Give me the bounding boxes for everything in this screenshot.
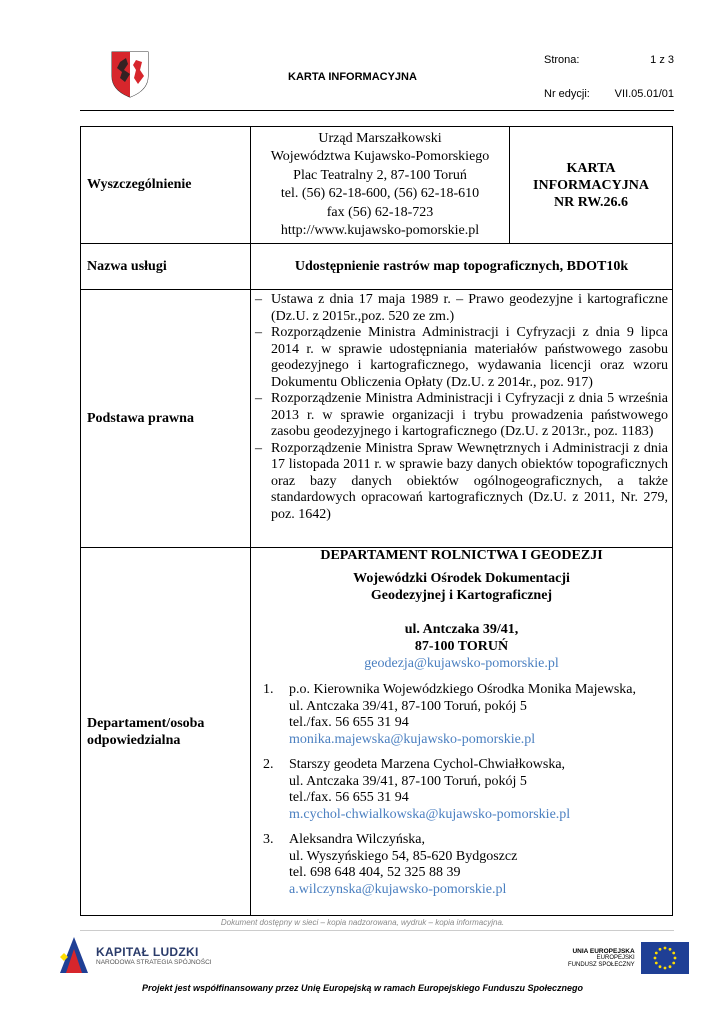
contact-line: ul. Antczaka 39/41, 87-100 Toruń, pokój 5 xyxy=(289,773,527,789)
project-note: Projekt jest współfinansowany przez Unię Europejską w ramach Europejskiego Funduszu Społecznego xyxy=(141,983,584,993)
address-line: ul. Antczaka 39/41, xyxy=(404,622,519,637)
office-line: fax (56) 62-18-723 xyxy=(326,204,434,220)
contact-line: ul. Antczaka 39/41, 87-100 Toruń, pokój 5 xyxy=(289,698,527,714)
contact-number: 2. xyxy=(263,757,274,772)
unit-email-link[interactable]: geodezja@kujawsko-pomorskie.pl xyxy=(364,656,559,671)
office-line: Plac Teatralny 2, 87-100 Toruń xyxy=(293,167,467,183)
unit-line: Geodezyjnej i Kartograficznej xyxy=(370,588,553,603)
office-line: Województwa Kujawsko-Pomorskiego xyxy=(270,149,490,164)
footer-note: Dokument dostępny w sieci – kopia nadzorowana, wydruk – kopia informacyjna. xyxy=(220,918,505,927)
page-value: 1 z 3 xyxy=(650,54,674,66)
legal-basis xyxy=(251,290,673,548)
office-address xyxy=(251,127,510,244)
contact-email-link[interactable]: m.cychol-chwialkowska@kujawsko-pomorskie.pl xyxy=(289,806,571,822)
document-title: KARTA INFORMACYJNA xyxy=(288,71,417,83)
table-row xyxy=(81,548,673,916)
table-row xyxy=(81,290,673,548)
row-label: Nazwa usługi xyxy=(81,244,251,290)
footer-divider xyxy=(80,930,674,931)
list-item: – Rozporządzenie Ministra Administracji i Cyfryzacji z dnia 9 lipca 2014 r. w sprawie udostępniania materiałów państwowego zasobu geodezyjnego i kartograficznego, wydawania licencji oraz wzoru Dokumentu Obliczenia Opłaty (Dz.U. z 2014r., poz. 917) xyxy=(255,325,668,391)
eu-flag-icon xyxy=(641,942,689,974)
contact-email-link[interactable]: a.wilczynska@kujawsko-pomorskie.pl xyxy=(289,881,507,897)
contact-number: 1. xyxy=(263,682,274,697)
service-name: Udostępnienie rastrów map topograficznych, BDOT10k xyxy=(251,244,673,290)
kl-subtitle: NARODOWA STRATEGIA SPÓJNOŚCI xyxy=(96,958,212,966)
contact-number: 3. xyxy=(263,832,274,847)
contact-line: p.o. Kierownika Wojewódzkiego Ośrodka Monika Majewska, xyxy=(289,682,636,697)
contact-item xyxy=(257,757,672,823)
address-line: 87-100 TORUŃ xyxy=(414,639,509,654)
row-label: Wyszczególnienie xyxy=(81,127,251,244)
kapital-ludzki-logo xyxy=(58,935,212,975)
list-item: – Rozporządzenie Ministra Spraw Wewnętrznych i Administracji z dnia 17 listopada 2011 r. w sprawie bazy danych obiektów topograficznych oraz bazy danych obiektów ogólnogeograficznych, a także standardowych opracowań kartograficznych (Dz.U. z 2011, Nr. 279, poz. 1642) xyxy=(255,441,668,524)
eu-line: EUROPEJSKI xyxy=(596,954,635,961)
contact-line: Starszy geodeta Marzena Cychol-Chwiałkowska, xyxy=(289,757,566,772)
unit-name xyxy=(251,570,672,604)
card-line: INFORMACYJNA xyxy=(533,177,649,193)
list-item: – Rozporządzenie Ministra Administracji i Cyfryzacji z dnia 5 września 2013 r. w sprawie organizacji i trybu prowadzenia państwowego zasobu geodezyjnego i kartograficznego (Dz.U. z 2013r., poz. 1183) xyxy=(255,391,668,441)
edition-label: Nr edycji: xyxy=(544,88,590,100)
edition-value: VII.05.01/01 xyxy=(614,88,674,100)
card-line: NR RW.26.6 xyxy=(553,194,629,210)
contact-line: tel./fax. 56 655 31 94 xyxy=(289,790,409,805)
office-line: Urząd Marszałkowski xyxy=(318,130,442,146)
unit-line: Wojewódzki Ośrodek Dokumentacji xyxy=(353,571,570,586)
label-line: Departament/osoba xyxy=(87,715,205,731)
unit-address xyxy=(251,621,672,655)
legal-list xyxy=(251,292,672,523)
eu-line: FUNDUSZ SPOŁECZNY xyxy=(568,961,635,968)
eu-logo xyxy=(568,942,689,974)
info-table xyxy=(80,126,673,916)
table-row xyxy=(81,244,673,290)
kl-title: KAPITAŁ LUDZKI xyxy=(96,944,199,959)
row-label: Podstawa prawna xyxy=(81,290,251,548)
label-line: odpowiedzialna xyxy=(87,732,181,748)
responsible-department xyxy=(251,548,673,916)
office-line: tel. (56) 62-18-600, (56) 62-18-610 xyxy=(280,186,480,201)
contact-item xyxy=(257,832,672,898)
contact-line: Aleksandra Wilczyńska, xyxy=(289,832,426,847)
contact-line: tel./fax. 56 655 31 94 xyxy=(289,715,409,730)
contact-line: tel. 698 648 404, 52 325 88 39 xyxy=(289,865,461,880)
contact-line: ul. Wyszyńskiego 54, 85-620 Bydgoszcz xyxy=(289,848,518,864)
card-line: KARTA xyxy=(566,160,616,176)
office-website[interactable]: http://www.kujawsko-pomorskie.pl xyxy=(280,223,480,238)
crest-logo xyxy=(108,48,152,98)
page-label: Strona: xyxy=(544,54,580,66)
page-info xyxy=(544,54,674,102)
contact-email-link[interactable]: monika.majewska@kujawsko-pomorskie.pl xyxy=(289,731,536,747)
row-label xyxy=(81,548,251,916)
header-divider xyxy=(80,110,674,111)
eu-title: UNIA EUROPEJSKA xyxy=(572,947,635,955)
table-row xyxy=(81,127,673,244)
list-item: – Ustawa z dnia 17 maja 1989 r. – Prawo geodezyjne i kartograficzne (Dz.U. z 2015r.,poz. 520 ze zm.) xyxy=(255,292,668,325)
contact-item xyxy=(257,682,672,748)
department-name: DEPARTAMENT ROLNICTWA I GEODEZJI xyxy=(320,548,603,563)
card-number xyxy=(510,127,673,244)
kapital-ludzki-icon xyxy=(58,935,90,975)
